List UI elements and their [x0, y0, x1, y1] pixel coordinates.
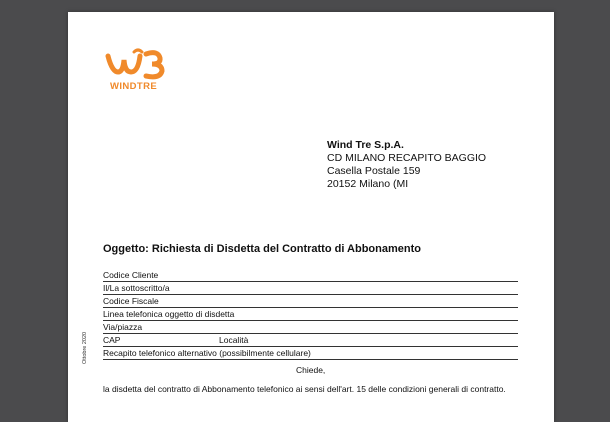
- field-sottoscritto[interactable]: [103, 282, 518, 295]
- field-label: Recapito telefonico alternativo (possibilmente cellulare): [103, 348, 311, 358]
- field-label: CAP: [103, 335, 121, 345]
- windtre-logo-text: WINDTRE: [110, 81, 158, 92]
- document-page: [68, 12, 554, 422]
- chiede-text: Chiede,: [296, 365, 326, 375]
- windtre-logo-mark: [104, 48, 184, 82]
- field-codice-cliente[interactable]: [103, 269, 518, 282]
- recipient-address: [327, 139, 486, 191]
- field-label: Codice Fiscale: [103, 296, 159, 306]
- field-via-piazza[interactable]: [103, 321, 518, 334]
- field-label: Codice Cliente: [103, 270, 159, 280]
- field-codice-fiscale[interactable]: [103, 295, 518, 308]
- subject-heading: Oggetto: Richiesta di Disdetta del Contratto di Abbonamento: [103, 243, 421, 255]
- field-label: Il/La sottoscritto/a: [103, 283, 170, 293]
- body-paragraph: la disdetta del contratto di Abbonamento telefonico ai sensi dell'art. 15 delle condizioni generali di contratto.: [103, 384, 506, 394]
- recipient-line1: CD MILANO RECAPITO BAGGIO: [327, 152, 487, 164]
- recipient-line2: Casella Postale 159: [327, 165, 421, 177]
- recipient-company: Wind Tre S.p.A.: [327, 139, 404, 151]
- field-recapito-telefonico[interactable]: [103, 347, 518, 360]
- field-linea-telefonica[interactable]: [103, 308, 518, 321]
- field-cap-localita[interactable]: [103, 334, 518, 347]
- recipient-line3: 20152 Milano (MI: [327, 178, 409, 190]
- side-date-note: Ottobre 2020: [82, 331, 88, 364]
- field-label-localita: Località: [219, 335, 249, 345]
- field-label: Via/piazza: [103, 322, 143, 332]
- windtre-logo: [104, 48, 184, 102]
- field-label: Linea telefonica oggetto di disdetta: [103, 309, 235, 319]
